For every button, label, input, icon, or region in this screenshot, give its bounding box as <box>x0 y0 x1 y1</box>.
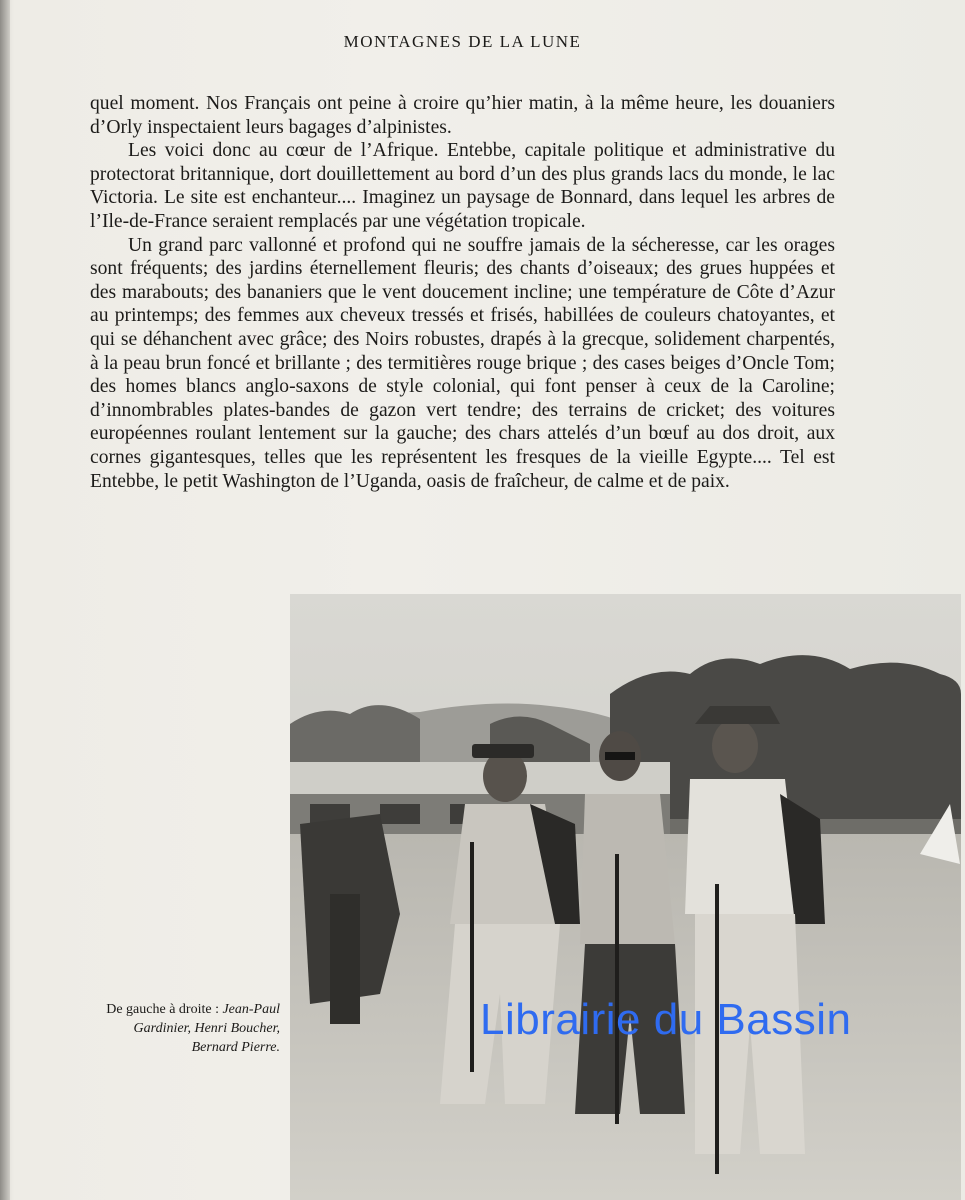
caption-names: Jean-Paul Gardinier, Henri Boucher, Bernard Pierre. <box>133 1002 280 1055</box>
photo-caption <box>84 1000 280 1057</box>
paragraph-2: Les voici donc au cœur de l’Afrique. Entebbe, capitale politique et administrative du protectorat britannique, dort douillettement au bord d’un des plus grands lacs du monde, le lac Victoria. Le site est enchanteur.... Imaginez un paysage de Bonnard, dans lequel les arbres de l’Ile-de-France seraient remplacés par une végétation tropicale. <box>90 140 835 232</box>
paragraph-1: quel moment. Nos Français ont peine à croire qu’hier matin, à la même heure, les douaniers d’Orly inspectaient leurs bagages d’alpinistes. <box>90 93 835 138</box>
running-head: MONTAGNES DE LA LUNE <box>343 32 582 51</box>
photograph-three-alpinists <box>290 594 961 1200</box>
body-text <box>90 92 835 493</box>
photo-illustration <box>290 594 961 1200</box>
watermark-text: Librairie du Bassin <box>480 995 852 1044</box>
book-spine-shadow <box>0 0 10 1200</box>
caption-lead: De gauche à droite : <box>106 1002 219 1017</box>
paragraph-3: Un grand parc vallonné et profond qui ne souffre jamais de la sécheresse, car les orages sont fréquents; des jardins éternellement fleuris; des chants d’oiseaux; des grues huppées et des marabouts; des bananiers que le vent doucement incline; une température de Côte d’Azur au printemps; des femmes aux cheveux tressés et frisés, habillées de couleurs chatoyantes, et qui se déhanchent avec grâce; des Noirs robustes, drapés à la grecque, solidement charpentés, à la peau brun foncé et brillante ; des termitières rouge brique ; des cases beiges d’Oncle Tom; des homes blancs anglo-saxons de style colonial, qui font penser à ceux de la Caroline; d’innombrables plates-bandes de gazon vert tendre; des terrains de cricket; des voitures européennes roulant lentement sur la gauche; des chars attelés d’un bœuf au dos droit, aux cornes gigantesques, telles que les représentent les fresques de la vieille Egypte.... Tel est Entebbe, le petit Washington de l’Uganda, oasis de fraîcheur, de calme et de paix. <box>90 234 835 492</box>
